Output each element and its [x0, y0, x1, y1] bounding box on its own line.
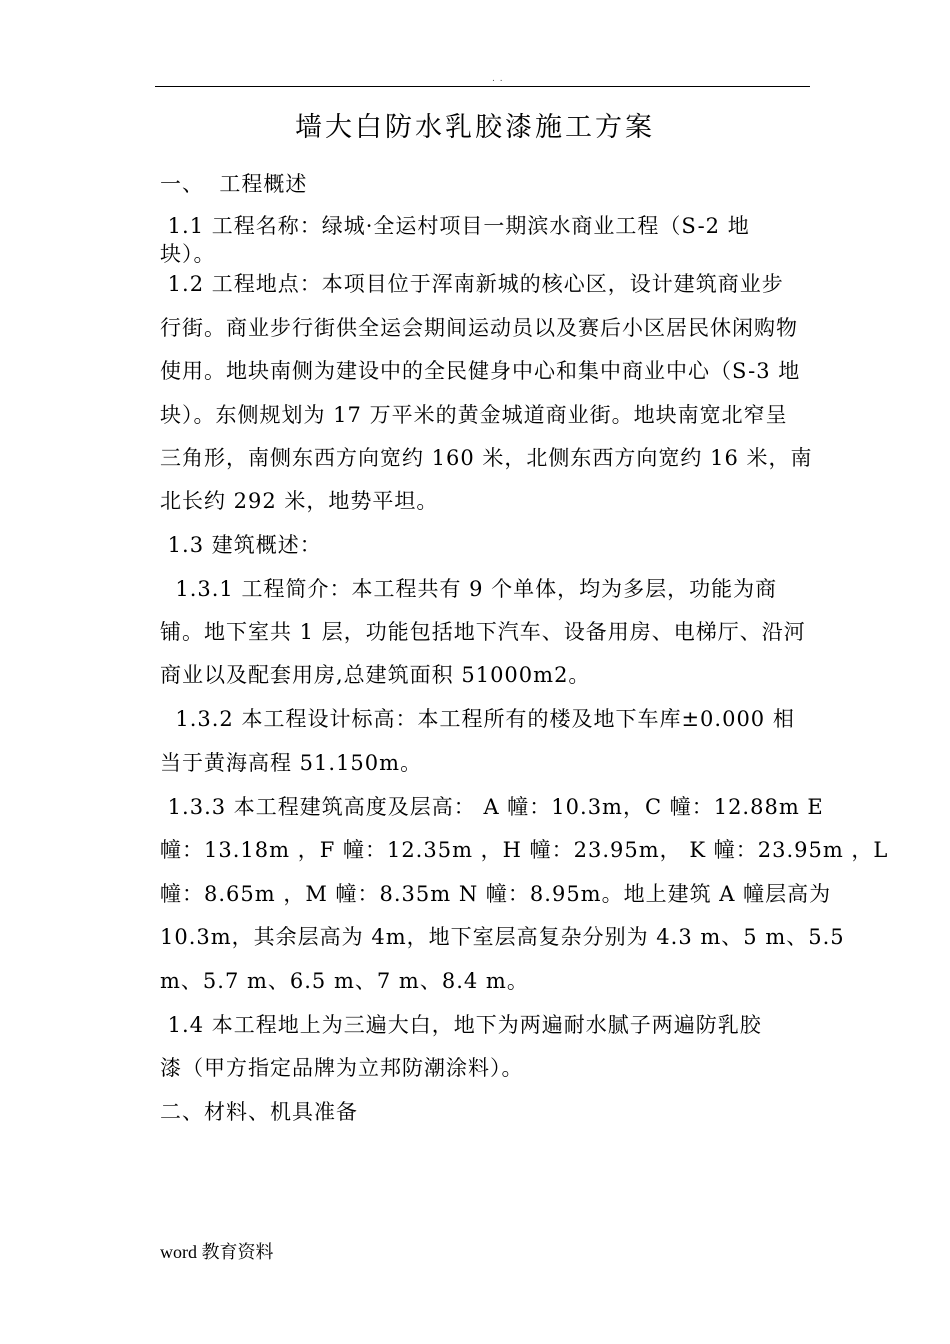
paragraph-line: 商业以及配套用房,总建筑面积 51000m2。	[160, 663, 591, 687]
footer-label: word 教育资料	[160, 1242, 274, 1262]
paragraph-line: 1.1 工程名称：绿城·全运村项目一期滨水商业工程（S-2 地	[160, 214, 750, 238]
paragraph-line: 幢：13.18m ，F 幢：12.35m ，H 幢：23.95m， K 幢：23.95m ，L	[160, 838, 889, 862]
document-title: 墙大白防水乳胶漆施工方案	[295, 112, 655, 143]
paragraph-line: 使用。地块南侧为建设中的全民健身中心和集中商业中心（S-3 地	[160, 359, 801, 383]
paragraph-line: 10.3m，其余层高为 4m，地下室层高复杂分别为 4.3 m、5 m、5.5	[160, 925, 845, 949]
header-marker: . .	[492, 74, 504, 84]
paragraph-line: 1.3.2 本工程设计标高：本工程所有的楼及地下车库±0.000 相	[160, 707, 795, 731]
paragraph-line: 1.3.1 工程简介：本工程共有 9 个单体，均为多层，功能为商	[160, 577, 778, 601]
paragraph-line: 北长约 292 米，地势平坦。	[160, 489, 439, 513]
paragraph-line: 1.4 本工程地上为三遍大白，地下为两遍耐水腻子两遍防乳胶	[160, 1013, 762, 1037]
paragraph-line: 1.2 工程地点：本项目位于浑南新城的核心区，设计建筑商业步	[160, 272, 784, 296]
section-heading-1: 一、 工程概述	[160, 172, 308, 196]
paragraph-line: 三角形，南侧东西方向宽约 160 米，北侧东西方向宽约 16 米，南	[160, 446, 813, 470]
subsection-heading: 1.3 建筑概述：	[160, 533, 322, 557]
paragraph-line: 块）。东侧规划为 17 万平米的黄金城道商业街。地块南宽北窄呈	[160, 403, 788, 427]
paragraph-line: 漆（甲方指定品牌为立邦防潮涂料）。	[160, 1056, 524, 1080]
section-heading-2: 二、材料、机具准备	[160, 1100, 358, 1124]
paragraph-line: 块）。	[160, 242, 216, 266]
paragraph-line: 行街。商业步行街供全运会期间运动员以及赛后小区居民休闲购物	[160, 316, 798, 340]
paragraph-line: 铺。地下室共 1 层，功能包括地下汽车、设备用房、电梯厅、沿河	[160, 620, 806, 644]
header-rule	[155, 86, 810, 87]
paragraph-line: 1.3.3 本工程建筑高度及层高： A 幢：10.3m，C 幢：12.88m E	[160, 795, 824, 819]
paragraph-line: 当于黄海高程 51.150m。	[160, 751, 423, 775]
paragraph-line: 幢：8.65m ，M 幢：8.35m N 幢：8.95m。地上建筑 A 幢层高为	[160, 882, 832, 906]
paragraph-line: m、5.7 m、6.5 m、7 m、8.4 m。	[160, 969, 529, 993]
